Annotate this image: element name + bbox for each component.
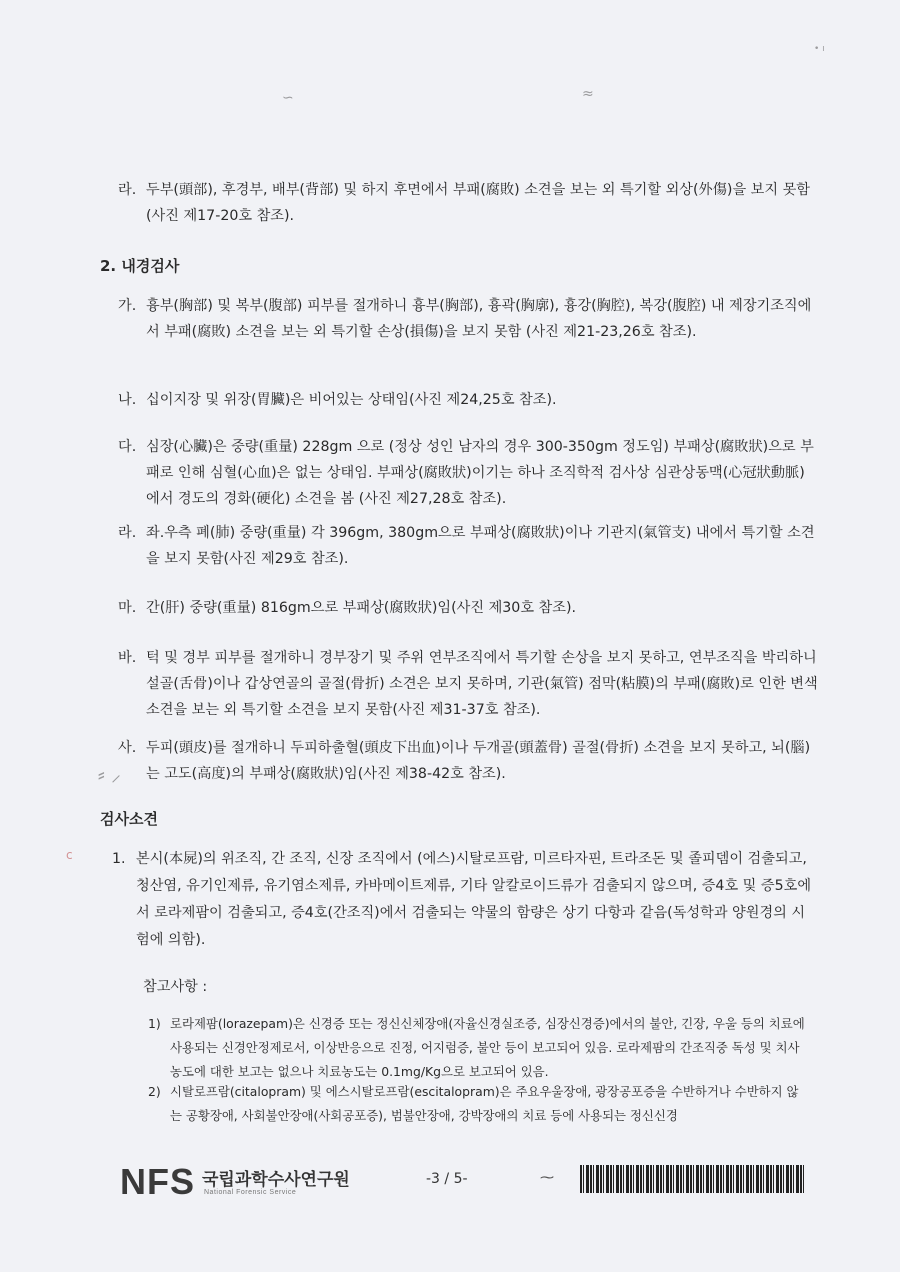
external-exam-item xyxy=(118,177,818,229)
item-text: 간(肝) 중량(重量) 816gm으로 부패상(腐敗狀)임(사진 제30호 참조). xyxy=(146,600,577,616)
item-text: 십이지장 및 위장(胃臟)은 비어있는 상태임(사진 제24,25호 참조). xyxy=(146,392,557,408)
internal-exam-item xyxy=(118,735,818,787)
scan-smudge: • ı xyxy=(814,44,825,54)
item-label: 라. xyxy=(118,182,137,198)
item-text: 두부(頭部), 후경부, 배부(背部) 및 하지 후면에서 부패(腐敗) 소견을 보는 외 특기할 외상(外傷)을 보지 못함 (사진 제17-20호 참조). xyxy=(146,182,810,224)
page-number: -3 / 5- xyxy=(426,1171,468,1187)
page-footer xyxy=(120,1162,810,1204)
nfs-logo: NFS xyxy=(120,1161,195,1202)
notes-heading: 참고사항 : xyxy=(143,979,208,995)
internal-exam-item xyxy=(118,520,818,572)
internal-exam-item xyxy=(118,293,818,345)
item-text: 좌.우측 폐(肺) 중량(重量) 각 396gm, 380gm으로 부패상(腐敗狀)이나 기관지(氣管支) 내에서 특기할 소견을 보지 못함(사진 제29호 참조). xyxy=(146,525,815,567)
internal-exam-item xyxy=(118,645,818,723)
section-heading-findings: 검사소견 xyxy=(100,810,158,828)
item-text: 본시(本屍)의 위조직, 간 조직, 신장 조직에서 (에스)시탈로프람, 미르타자핀, 트라조돈 및 졸피뎀이 검출되고, 청산염, 유기인제류, 유기염소제류, 카바메이트제류, 기타 알칼로이드류가 검출되지 않으며, 증4호 및 증5호에서 로라제팜이 검출되고, 증4호(간조직)에서 검출되는 약물의 함량은 상기 다항과 같음(독성학과 양원경의 시험에 의함). xyxy=(136,851,812,948)
internal-exam-item xyxy=(118,387,818,413)
internal-exam-item xyxy=(118,595,818,621)
barcode xyxy=(580,1165,804,1193)
item-text: 두피(頭皮)를 절개하니 두피하출혈(頭皮下出血)이나 두개골(頭蓋骨) 골절(骨折) 소견을 보지 못하고, 뇌(腦)는 고도(高度)의 부패상(腐敗狀)임(사진 제38-42호 참조). xyxy=(146,740,811,782)
internal-exam-item xyxy=(118,434,818,512)
item-label: 가. xyxy=(118,298,137,314)
note-item xyxy=(148,1080,808,1128)
section-heading-internal-exam: 2. 내경검사 xyxy=(100,257,180,275)
item-text: 턱 및 경부 피부를 절개하니 경부장기 및 주위 연부조직에서 특기할 손상을 보지 못하고, 연부조직을 박리하니 설골(舌骨)이나 갑상연골의 골절(骨折) 소견은 보지 못하며, 기관(氣管) 점막(粘膜)의 부패(腐敗)로 인한 변색 소견을 보는 외 특기할 소견을 보지 못함(사진 제31-37호 참조). xyxy=(146,650,818,718)
institution-name: 국립과학수사연구원 xyxy=(202,1170,350,1190)
red-mark: c xyxy=(66,848,73,862)
item-label: 다. xyxy=(118,439,137,455)
item-text: 로라제팜(lorazepam)은 신경증 또는 정신신체장애(자율신경실조증, 심장신경증)에서의 불안, 긴장, 우울 등의 치료에 사용되는 신경안정제로서, 이상반응으로 진정, 어지럼증, 불안 등이 보고되어 있음. 로라제팜의 간조직중 독성 및 치사농도에 대한 보고는 없으나 치료농도는 0.1mg/Kg으로 보고되어 있음. xyxy=(170,1016,805,1079)
item-text: 시탈로프람(citalopram) 및 에스시탈로프람(escitalopram)은 주요우울장애, 광장공포증을 수반하거나 수반하지 않는 공황장애, 사회불안장애(사회공포증), 범불안장애, 강박장애의 치료 등에 사용되는 정신신경 xyxy=(170,1084,799,1123)
item-label: 라. xyxy=(118,525,137,541)
scan-smudge: ≈ xyxy=(582,86,594,102)
item-label: 마. xyxy=(118,600,137,616)
item-label: 나. xyxy=(118,392,137,408)
scan-smudge: ∽ xyxy=(282,90,294,106)
institution-name-english: National Forensic Service xyxy=(204,1189,297,1196)
finding-item xyxy=(112,846,812,954)
item-label: 1) xyxy=(148,1016,161,1031)
item-label: 바. xyxy=(118,650,137,666)
item-label: 1. xyxy=(112,851,126,867)
note-item xyxy=(148,1012,808,1084)
pen-mark: ⸗ ⸝ xyxy=(98,762,122,786)
item-label: 사. xyxy=(118,740,137,756)
item-text: 흉부(胸部) 및 복부(腹部) 피부를 절개하니 흉부(胸部), 흉곽(胸廓), 흉강(胸腔), 복강(腹腔) 내 제장기조직에서 부패(腐敗) 소견을 보는 외 특기할 손상(損傷)을 보지 못함 (사진 제21-23,26호 참조). xyxy=(146,298,812,340)
item-text: 심장(心臟)은 중량(重量) 228gm 으로 (정상 성인 남자의 경우 300-350gm 정도임) 부패상(腐敗狀)으로 부패로 인해 심혈(心血)은 없는 상태임. 부패상(腐敗狀)이기는 하나 조직학적 검사상 심관상동맥(心冠狀動脈)에서 경도의 경화(硬化) 소견을 봄 (사진 제27,28호 참조). xyxy=(146,439,814,507)
handwritten-mark: ⁓ xyxy=(540,1170,554,1186)
item-label: 2) xyxy=(148,1084,161,1099)
